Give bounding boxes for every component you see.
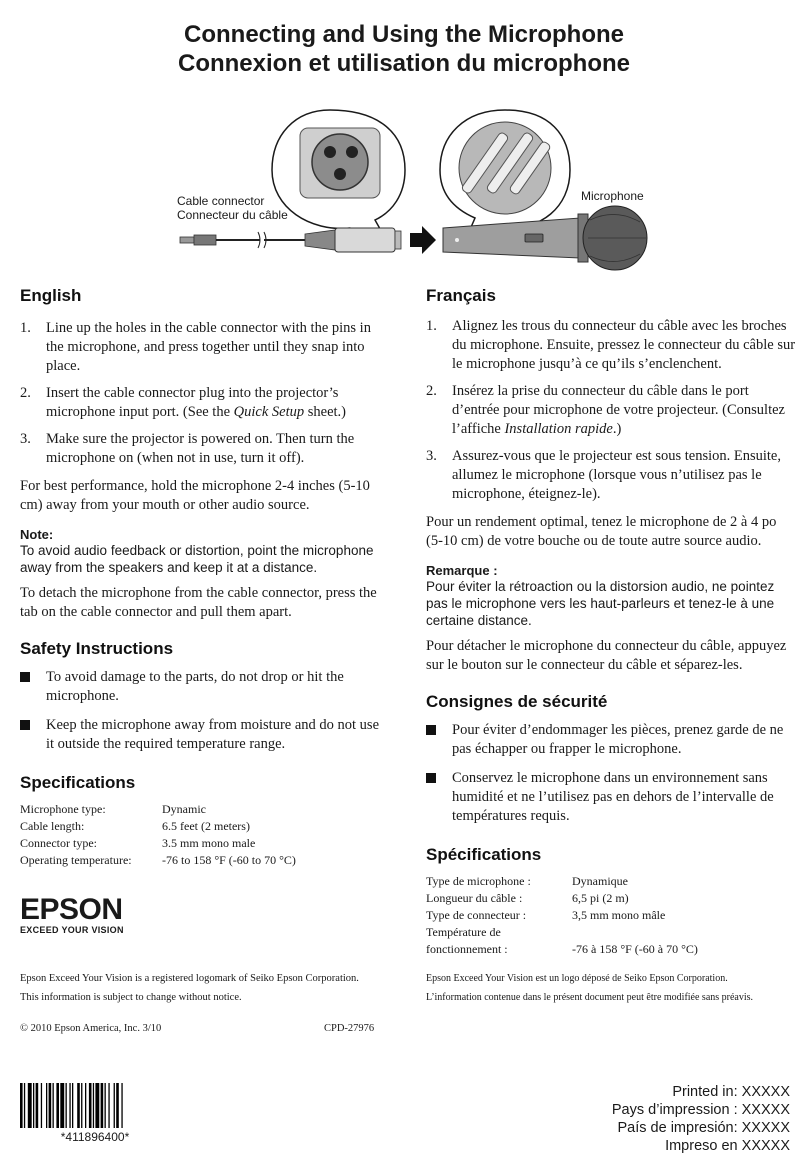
step-number: 1.	[20, 320, 31, 336]
spec-heading: Specifications	[20, 773, 136, 792]
note-text: Pour éviter la rétroaction ou la distorsion audio, ne pointez pas le microphone vers les haut-parleurs et tenez-le à une certaine distance.	[426, 579, 775, 628]
barcode-bar	[53, 1083, 54, 1128]
cable-connector	[335, 228, 395, 252]
french-column	[426, 286, 796, 1006]
spec-value: 6.5 feet (2 meters)	[162, 819, 250, 833]
plug-tip	[180, 237, 194, 243]
barcode-bar	[49, 1083, 52, 1128]
english-footer	[20, 970, 390, 1006]
bullet-square-icon	[20, 720, 30, 730]
table-row	[20, 835, 296, 852]
barcode-bar	[93, 1083, 94, 1128]
barcode-bar	[101, 1083, 104, 1128]
barcode-bar	[69, 1083, 70, 1128]
microphone-label: Microphone	[581, 189, 644, 203]
epson-logo	[20, 895, 124, 935]
printed-in-pt: Impreso en XXXXX	[665, 1138, 790, 1154]
barcode-bar	[72, 1083, 73, 1128]
step-emphasis: Quick Setup	[233, 404, 305, 420]
barcode-bar	[85, 1083, 86, 1128]
arrow-right-icon	[410, 226, 436, 254]
barcode-bar	[28, 1083, 32, 1128]
printed-in-fr: Pays d’impression : XXXXX	[611, 1102, 790, 1118]
spec-table	[426, 873, 698, 958]
barcode-bar	[60, 1083, 64, 1128]
spec-label: Microphone type:	[20, 802, 106, 816]
list-item	[20, 716, 390, 754]
cable-label-fr: Connecteur du câble	[177, 208, 288, 222]
detach-text: Pour détacher le microphone du connecteur du câble, appuyez sur le bouton sur le connecteur du câble et séparez-les.	[426, 638, 787, 673]
barcode-bar	[81, 1083, 82, 1128]
english-steps	[20, 319, 390, 468]
spec-label: Type de microphone :	[426, 874, 531, 888]
table-row	[426, 907, 698, 924]
spec-value: -76 à 158 °F (-60 à 70 °C)	[572, 942, 698, 956]
spec-label: Longueur du câble :	[426, 891, 523, 905]
pin-hole-icon	[346, 146, 358, 158]
english-column	[20, 286, 390, 869]
step-emphasis: Installation rapide	[504, 421, 613, 437]
document-code: CPD-27976	[324, 1023, 375, 1034]
note-heading: Note:	[20, 527, 54, 542]
safety-text: Conservez le microphone dans un environnement sans humidité et ne l’utilisez pas en dehors de l’intervalle de températures requis.	[452, 770, 774, 824]
barcode-bar	[105, 1083, 106, 1128]
printed-in-block	[612, 1083, 790, 1155]
table-row	[20, 852, 296, 869]
step-text: Insérez la prise du connecteur du câble dans le port d’entrée pour microphone de votre projecteur. (Consultez l’affiche	[452, 383, 785, 437]
step-text: .)	[612, 421, 622, 437]
step-text: Assurez-vous que le projecteur est sous tension. Ensuite, allumez le microphone (lorsque vous n’utilisez pas le microphone, éteignez-le).	[452, 448, 781, 502]
table-row	[20, 818, 296, 835]
step-number: 2.	[20, 385, 31, 401]
connector-ring	[395, 231, 401, 249]
pin-hole-icon	[324, 146, 336, 158]
cable-connector-boot	[305, 230, 335, 250]
barcode-bar	[121, 1083, 122, 1128]
best-performance-text: Pour un rendement optimal, tenez le microphone de 2 à 4 po (5-10 cm) de votre bouche ou de toute autre source audio.	[426, 514, 777, 549]
title-french: Connexion et utilisation du microphone	[177, 50, 630, 77]
table-row	[426, 924, 698, 958]
spec-label: Connector type:	[20, 836, 97, 850]
list-item	[426, 721, 796, 759]
bullet-square-icon	[426, 725, 436, 735]
page-title	[0, 20, 808, 78]
connector-face	[312, 134, 368, 190]
logo-tagline: EXCEED YOUR VISION	[20, 925, 124, 935]
barcode-bar	[116, 1083, 119, 1128]
english-heading: English	[20, 286, 82, 305]
safety-text: To avoid damage to the parts, do not drop or hit the microphone.	[46, 669, 344, 704]
safety-list	[426, 721, 796, 826]
list-item	[426, 447, 796, 504]
barcode-number: *411896400*	[60, 1130, 130, 1144]
spec-label: Operating temperature:	[20, 853, 132, 867]
spec-value: 3.5 mm mono male	[162, 836, 256, 850]
pin-hole-icon	[334, 168, 346, 180]
trademark-text: Epson Exceed Your Vision is a registered logomark of Seiko Epson Corporation.	[20, 973, 359, 984]
spec-table	[20, 801, 296, 869]
mic-switch	[525, 234, 543, 242]
step-number: 3.	[426, 448, 437, 464]
step-text: Insert the cable connector plug into the projector’s microphone input port. (See the	[46, 385, 339, 420]
change-notice: This information is subject to change without notice.	[20, 992, 242, 1003]
step-number: 3.	[20, 431, 31, 447]
french-steps	[426, 317, 796, 504]
mic-led	[455, 238, 459, 242]
best-performance-text: For best performance, hold the microphone 2-4 inches (5-10 cm) away from your mouth or other audio source.	[20, 478, 370, 513]
step-number: 1.	[426, 318, 437, 334]
spec-value: 3,5 mm mono mâle	[572, 908, 666, 922]
note-text: To avoid audio feedback or distortion, point the microphone away from the speakers and keep it at a distance.	[20, 543, 374, 575]
barcode-bar	[114, 1083, 115, 1128]
step-text: Make sure the projector is powered on. Then turn the microphone on (when not in use, turn it off).	[46, 431, 355, 466]
spec-value: 6,5 pi (2 m)	[572, 891, 629, 905]
barcode-bar	[66, 1083, 67, 1128]
note-heading: Remarque :	[426, 563, 498, 578]
safety-text: Keep the microphone away from moisture and do not use it outside the required temperature range.	[46, 717, 380, 752]
barcode-bar	[24, 1083, 25, 1128]
list-item	[20, 668, 390, 706]
printed-in-es: País de impresión: XXXXX	[617, 1120, 790, 1136]
list-item	[426, 317, 796, 374]
step-number: 2.	[426, 383, 437, 399]
table-row	[426, 890, 698, 907]
barcode-bar	[33, 1083, 34, 1128]
list-item	[20, 384, 390, 422]
spec-value: Dynamique	[572, 874, 628, 888]
list-item	[426, 382, 796, 439]
spec-label: Cable length:	[20, 819, 85, 833]
spec-label: Type de connecteur :	[426, 908, 527, 922]
spec-value: Dynamic	[162, 802, 206, 816]
list-item	[20, 319, 390, 376]
list-item	[426, 769, 796, 826]
step-text: Line up the holes in the cable connector with the pins in the microphone, and press together until they snap into place.	[46, 320, 371, 374]
french-trademark: Epson Exceed Your Vision est un logo déposé de Seiko Epson Corporation.	[426, 973, 728, 984]
logo-word: EPSON	[20, 893, 123, 926]
barcode	[20, 1083, 170, 1128]
safety-text: Pour éviter d’endommager les pièces, prenez garde de ne pas échapper ou frapper le microphone.	[452, 722, 784, 757]
list-item	[20, 430, 390, 468]
step-text: Alignez les trous du connecteur du câble avec les broches du microphone. Ensuite, pressez le connecteur du câble sur le microphone jusqu’à ce qu’ils s’enclenchent.	[452, 318, 796, 372]
cable-label-en: Cable connector	[177, 194, 265, 208]
barcode-bar	[77, 1083, 80, 1128]
title-english: Connecting and Using the Microphone	[184, 21, 624, 48]
barcode-bar	[36, 1083, 39, 1128]
step-text: sheet.)	[304, 404, 346, 420]
safety-heading: Consignes de sécurité	[426, 692, 608, 711]
barcode-bar	[41, 1083, 42, 1128]
french-change-notice: L’information contenue dans le présent document peut être modifiée sans préavis.	[426, 992, 754, 1003]
table-row	[20, 801, 296, 818]
barcode-bar	[56, 1083, 59, 1128]
safety-heading: Safety Instructions	[20, 639, 174, 658]
cable-connector-label	[177, 194, 288, 222]
barcode-bar	[108, 1083, 109, 1128]
bullet-square-icon	[20, 672, 30, 682]
barcode-bar	[20, 1083, 23, 1128]
copyright: © 2010 Epson America, Inc. 3/10	[20, 1023, 162, 1034]
safety-list	[20, 668, 390, 754]
barcode-bar	[89, 1083, 92, 1128]
microphone-handle	[443, 218, 580, 258]
table-row	[426, 873, 698, 890]
plug-body	[194, 235, 216, 245]
bullet-square-icon	[426, 773, 436, 783]
barcode-bar	[46, 1083, 47, 1128]
detach-text: To detach the microphone from the cable connector, press the tab on the cable connector and pull them apart.	[20, 585, 377, 620]
spec-value: -76 to 158 °F (-60 to 70 °C)	[162, 853, 296, 867]
printed-in-en: Printed in: XXXXX	[672, 1084, 790, 1100]
barcode-bar	[95, 1083, 99, 1128]
french-heading: Français	[426, 286, 496, 305]
spec-heading: Spécifications	[426, 845, 542, 864]
spec-label: Température de fonctionnement :	[426, 925, 508, 956]
